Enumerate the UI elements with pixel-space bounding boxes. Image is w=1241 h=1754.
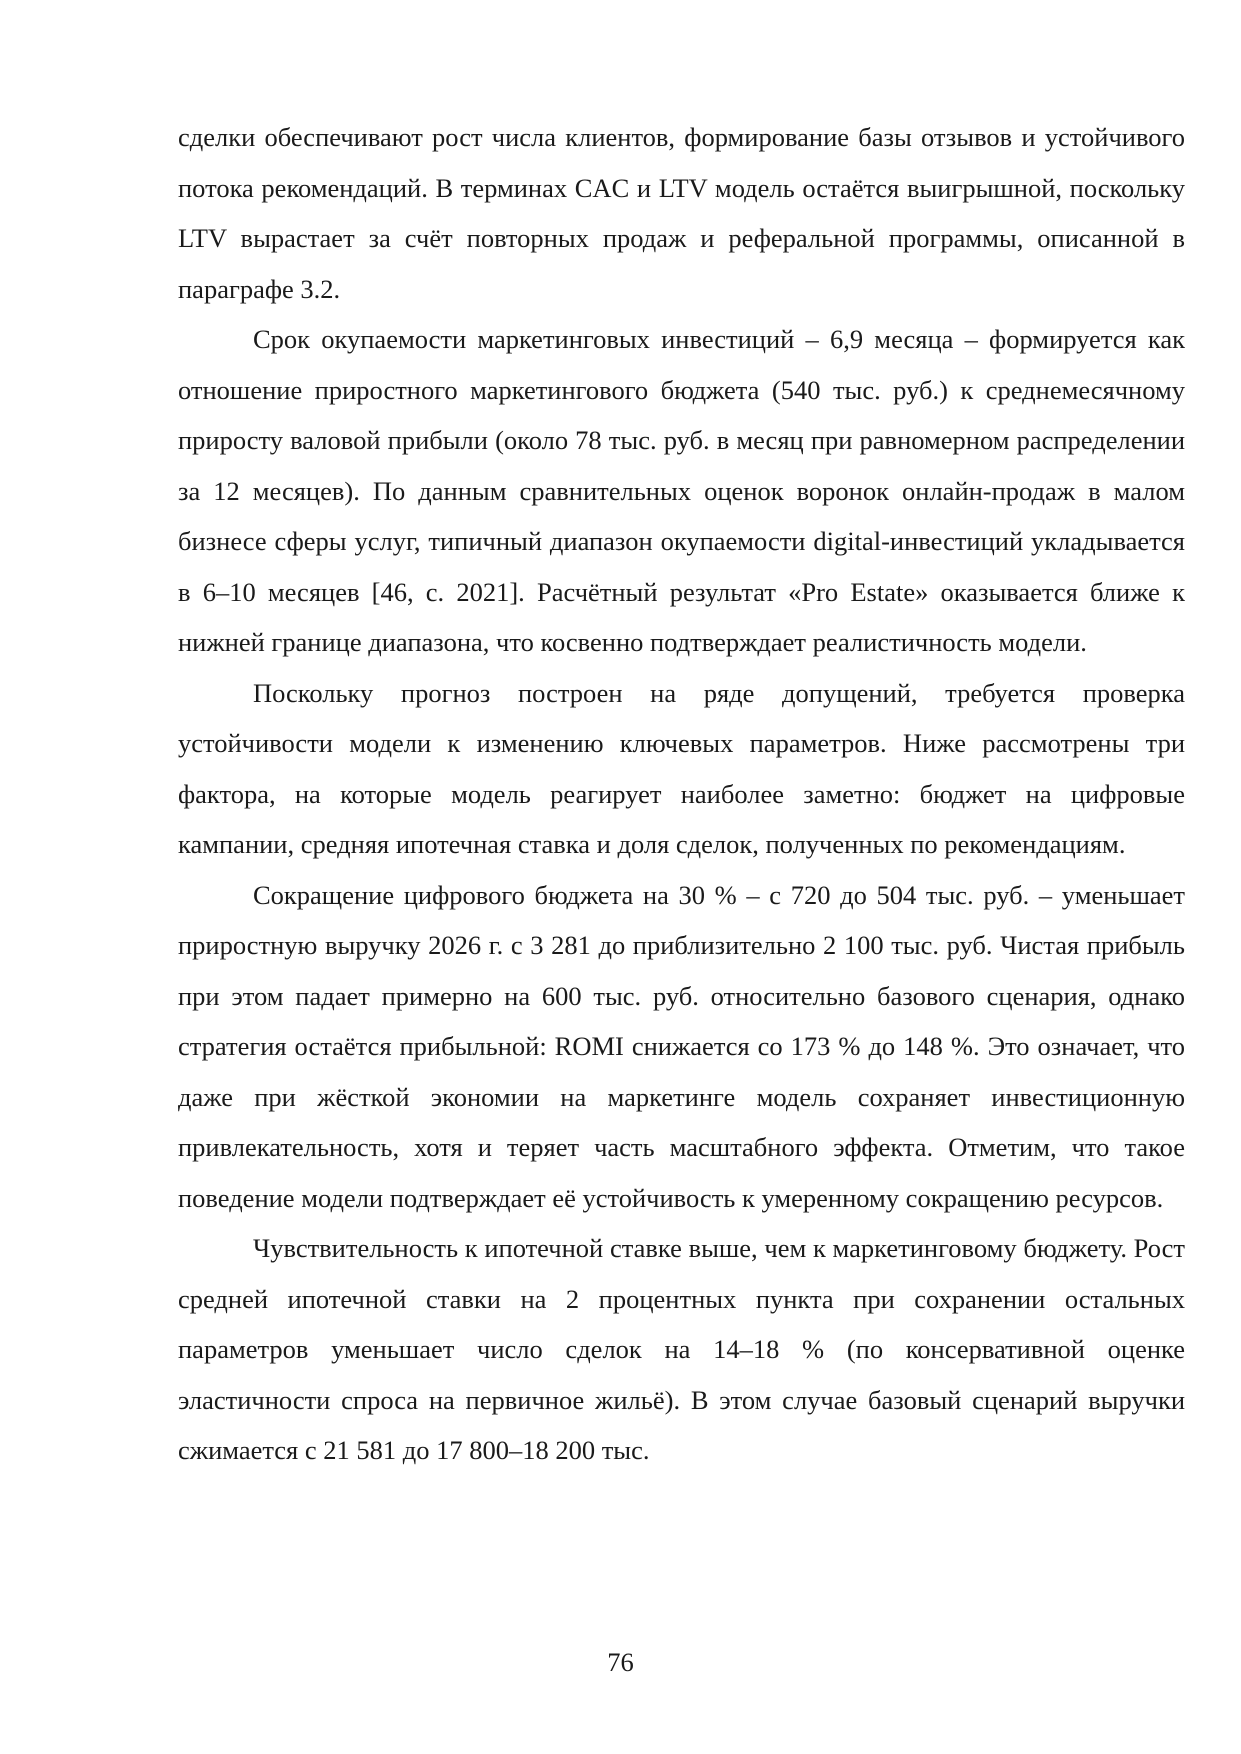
paragraph-budget-cut: Сокращение цифрового бюджета на 30 % – с 720 до 504 тыс. руб. – уменьшает приростную выручку 2026 г. с 3 281 до приблизительно 2 100 тыс. руб. Чистая прибыль при этом падает примерно на 600 тыс. руб. относительно базового сценария, однако стратегия остаётся прибыльной: ROMI снижается со 173 % до 148 %. Это означает, что даже при жёсткой экономии на маркетинге модель сохраняет инвестиционную привлекательность, хотя и теряет часть масштабного эффекта. Отметим, что такое поведение модели подтверждает её устойчивость к умеренному сокращению ресурсов. [178, 879, 1185, 1213]
paragraph-continuation: сделки обеспечивают рост числа клиентов, формирование базы отзывов и устойчивого потока рекомендаций. В терминах CAC и LTV модель остаётся выигрышной, поскольку LTV вырастает за счёт повторных продаж и реферальной программы, описанной в параграфе 3.2. [178, 122, 1185, 304]
paragraph-payback-period: Срок окупаемости маркетинговых инвестиций – 6,9 месяца – формируется как отношение приростного маркетингового бюджета (540 тыс. руб.) к среднемесячному приросту валовой прибыли (около 78 тыс. руб. в месяц при равномерном распределении за 12 месяцев). По данным сравнительных оценок воронок онлайн-продаж в малом бизнесе сферы услуг, типичный диапазон окупаемости digital-инвестиций укладывается в 6–10 месяцев [46, с. 2021]. Расчётный результат «Pro Estate» оказывается ближе к нижней границе диапазона, что косвенно подтверждает реалистичность модели. [178, 324, 1185, 657]
paragraph-mortgage-rate: Чувствительность к ипотечной ставке выше, чем к маркетинговому бюджету. Рост средней ипотечной ставки на 2 процентных пункта при сохранении остальных параметров уменьшает число сделок на 14–18 % (по консервативной оценке эластичности спроса на первичное жильё). В этом случае базовый сценарий выручки сжимается с 21 581 до 17 800–18 200 тыс. [178, 1233, 1185, 1465]
paragraph-sensitivity-intro: Поскольку прогноз построен на ряде допущений, требуется проверка устойчивости модели к изменению ключевых параметров. Ниже рассмотрены три фактора, на которые модель реагирует наиболее заметно: бюджет на цифровые кампании, средняя ипотечная ставка и доля сделок, полученных по рекомендациям. [178, 677, 1185, 859]
page-number: 76 [607, 1647, 634, 1677]
body-text [178, 112, 1185, 1476]
